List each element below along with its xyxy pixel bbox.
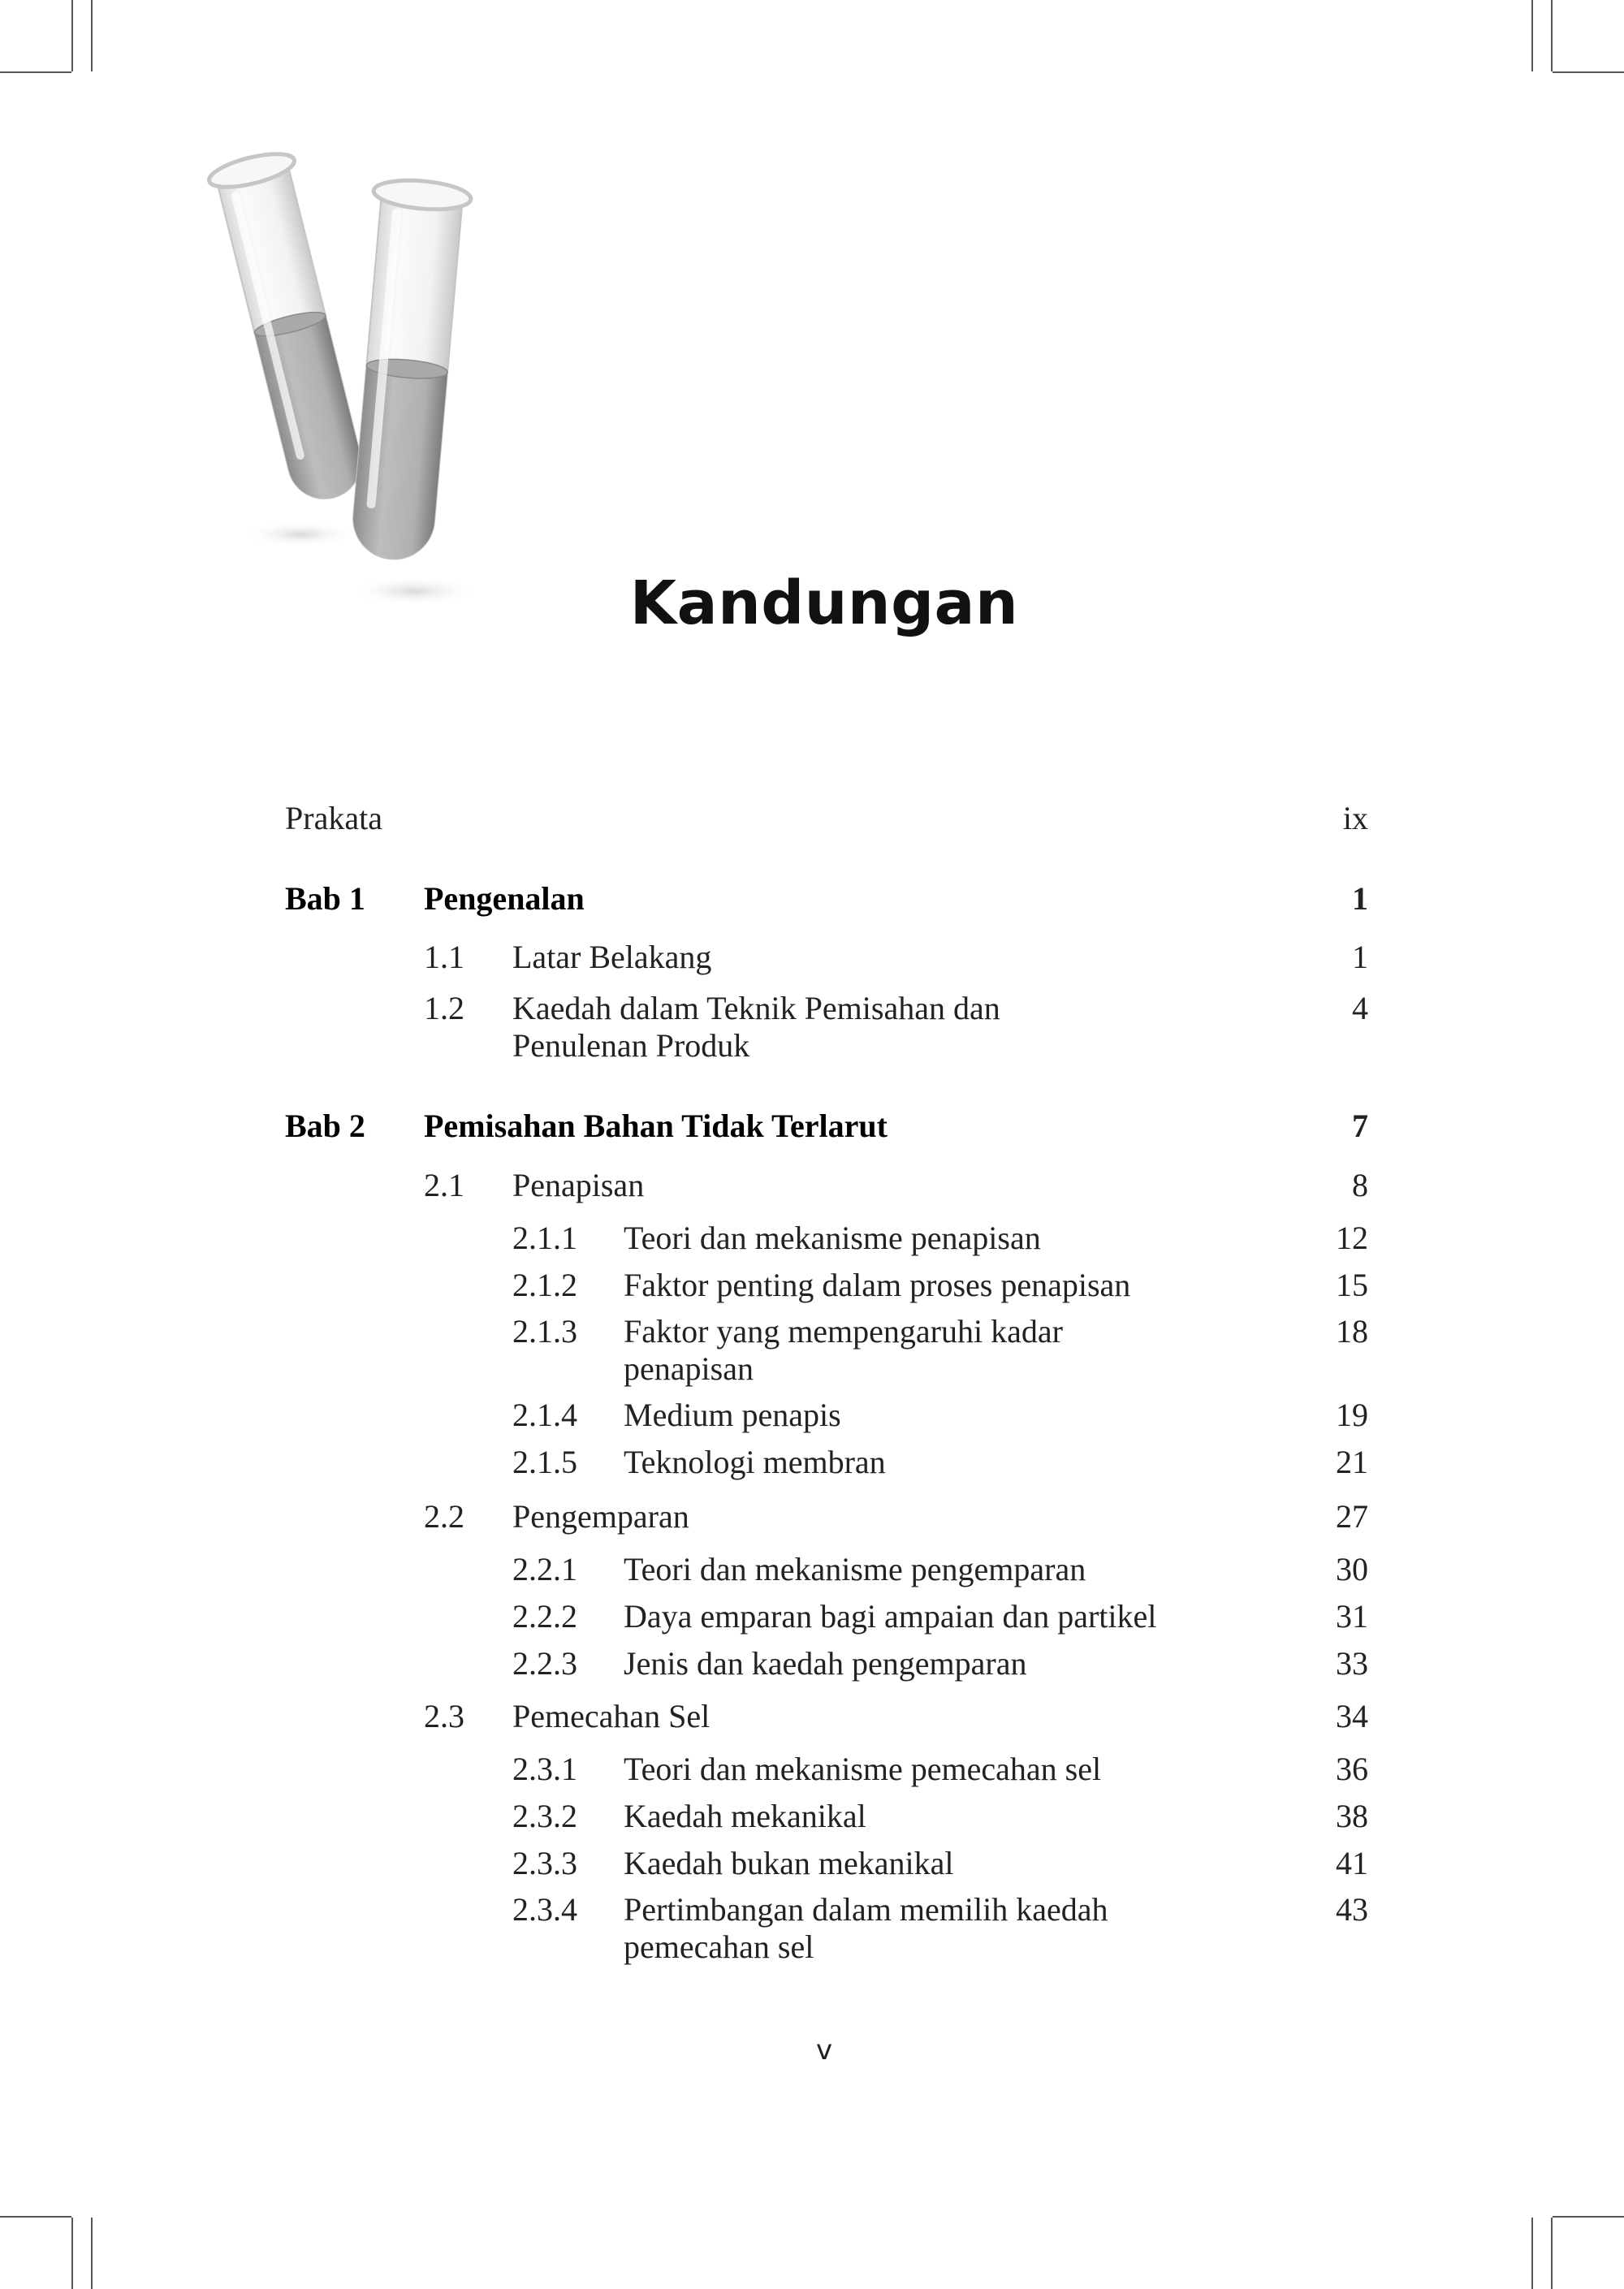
- toc-page-number: 21: [1336, 1444, 1368, 1480]
- subsection-title: Kaedah bukan mekanikal: [624, 1845, 954, 1881]
- subsection-title: Teori dan mekanisme pemecahan sel: [624, 1751, 1102, 1787]
- toc-page-number: 34: [1336, 1698, 1368, 1734]
- subsection-title: Teori dan mekanisme pengemparan: [624, 1551, 1086, 1587]
- section-number: 1.1: [424, 939, 464, 975]
- toc-page-number: 36: [1336, 1751, 1368, 1787]
- toc-entry-label: Prakata: [285, 800, 382, 836]
- subsection-number: 2.3.2: [512, 1798, 577, 1834]
- page-title: Kandungan: [629, 568, 1019, 638]
- toc-page-number: 18: [1336, 1313, 1368, 1350]
- subsection-number: 2.2.1: [512, 1551, 577, 1587]
- subsection-number: 2.1.3: [512, 1313, 577, 1350]
- chapter-label: Bab 1: [285, 880, 365, 917]
- subsection-number: 2.2.2: [512, 1598, 577, 1635]
- subsection-title: Medium penapis: [624, 1397, 841, 1433]
- section-title: Kaedah dalam Teknik Pemisahan dan: [512, 990, 1000, 1026]
- subsection-number: 2.1.2: [512, 1267, 577, 1303]
- section-number: 2.2: [424, 1498, 464, 1535]
- subsection-title: Teori dan mekanisme penapisan: [624, 1220, 1041, 1256]
- subsection-number: 2.3.1: [512, 1751, 577, 1787]
- toc-page-number: 15: [1336, 1267, 1368, 1303]
- subsection-number: 2.3.3: [512, 1845, 577, 1881]
- toc-page-number: 41: [1336, 1845, 1368, 1881]
- section-title: Pemecahan Sel: [512, 1698, 710, 1734]
- toc-page-number: 38: [1336, 1798, 1368, 1834]
- chapter-title: Pemisahan Bahan Tidak Terlarut: [424, 1108, 888, 1144]
- toc-page-number: 30: [1336, 1551, 1368, 1587]
- toc-page-number: 12: [1336, 1220, 1368, 1256]
- subsection-number: 2.1.4: [512, 1397, 577, 1433]
- toc-page-number: 7: [1352, 1108, 1368, 1144]
- toc-page-number: 43: [1336, 1891, 1368, 1928]
- section-number: 1.2: [424, 990, 464, 1026]
- toc-page-number: 31: [1336, 1598, 1368, 1635]
- subsection-title: Faktor penting dalam proses penapisan: [624, 1267, 1131, 1303]
- toc-page-number: 33: [1336, 1645, 1368, 1682]
- subsection-title: Faktor yang mempengaruhi kadar: [624, 1313, 1063, 1350]
- subsection-title: Daya emparan bagi ampaian dan partikel: [624, 1598, 1157, 1635]
- subsection-title: Pertimbangan dalam memilih kaedah: [624, 1891, 1108, 1928]
- chapter-label: Bab 2: [285, 1108, 365, 1144]
- section-number: 2.1: [424, 1167, 464, 1203]
- section-number: 2.3: [424, 1698, 464, 1734]
- subsection-title-continued: pemecahan sel: [624, 1928, 814, 1965]
- toc-page-number: 19: [1336, 1397, 1368, 1433]
- toc-page-number: 1: [1352, 880, 1368, 917]
- subsection-title: Teknologi membran: [624, 1444, 886, 1480]
- chapter-title: Pengenalan: [424, 880, 585, 917]
- toc-page-number: 27: [1336, 1498, 1368, 1535]
- toc-page-number: 4: [1352, 990, 1368, 1026]
- section-title: Penapisan: [512, 1167, 645, 1203]
- subsection-title: Kaedah mekanikal: [624, 1798, 866, 1834]
- subsection-number: 2.1.1: [512, 1220, 577, 1256]
- section-title: Latar Belakang: [512, 939, 712, 975]
- toc-page-number: 1: [1352, 939, 1368, 975]
- subsection-title-continued: penapisan: [624, 1350, 754, 1387]
- section-title-continued: Penulenan Produk: [512, 1027, 750, 1064]
- toc-page-number: ix: [1342, 800, 1368, 836]
- subsection-number: 2.3.4: [512, 1891, 577, 1928]
- subsection-number: 2.2.3: [512, 1645, 577, 1682]
- section-title: Pengemparan: [512, 1498, 689, 1535]
- toc-page-number: 8: [1352, 1167, 1368, 1203]
- subsection-title: Jenis dan kaedah pengemparan: [624, 1645, 1027, 1682]
- page-folio: v: [815, 2034, 833, 2067]
- subsection-number: 2.1.5: [512, 1444, 577, 1480]
